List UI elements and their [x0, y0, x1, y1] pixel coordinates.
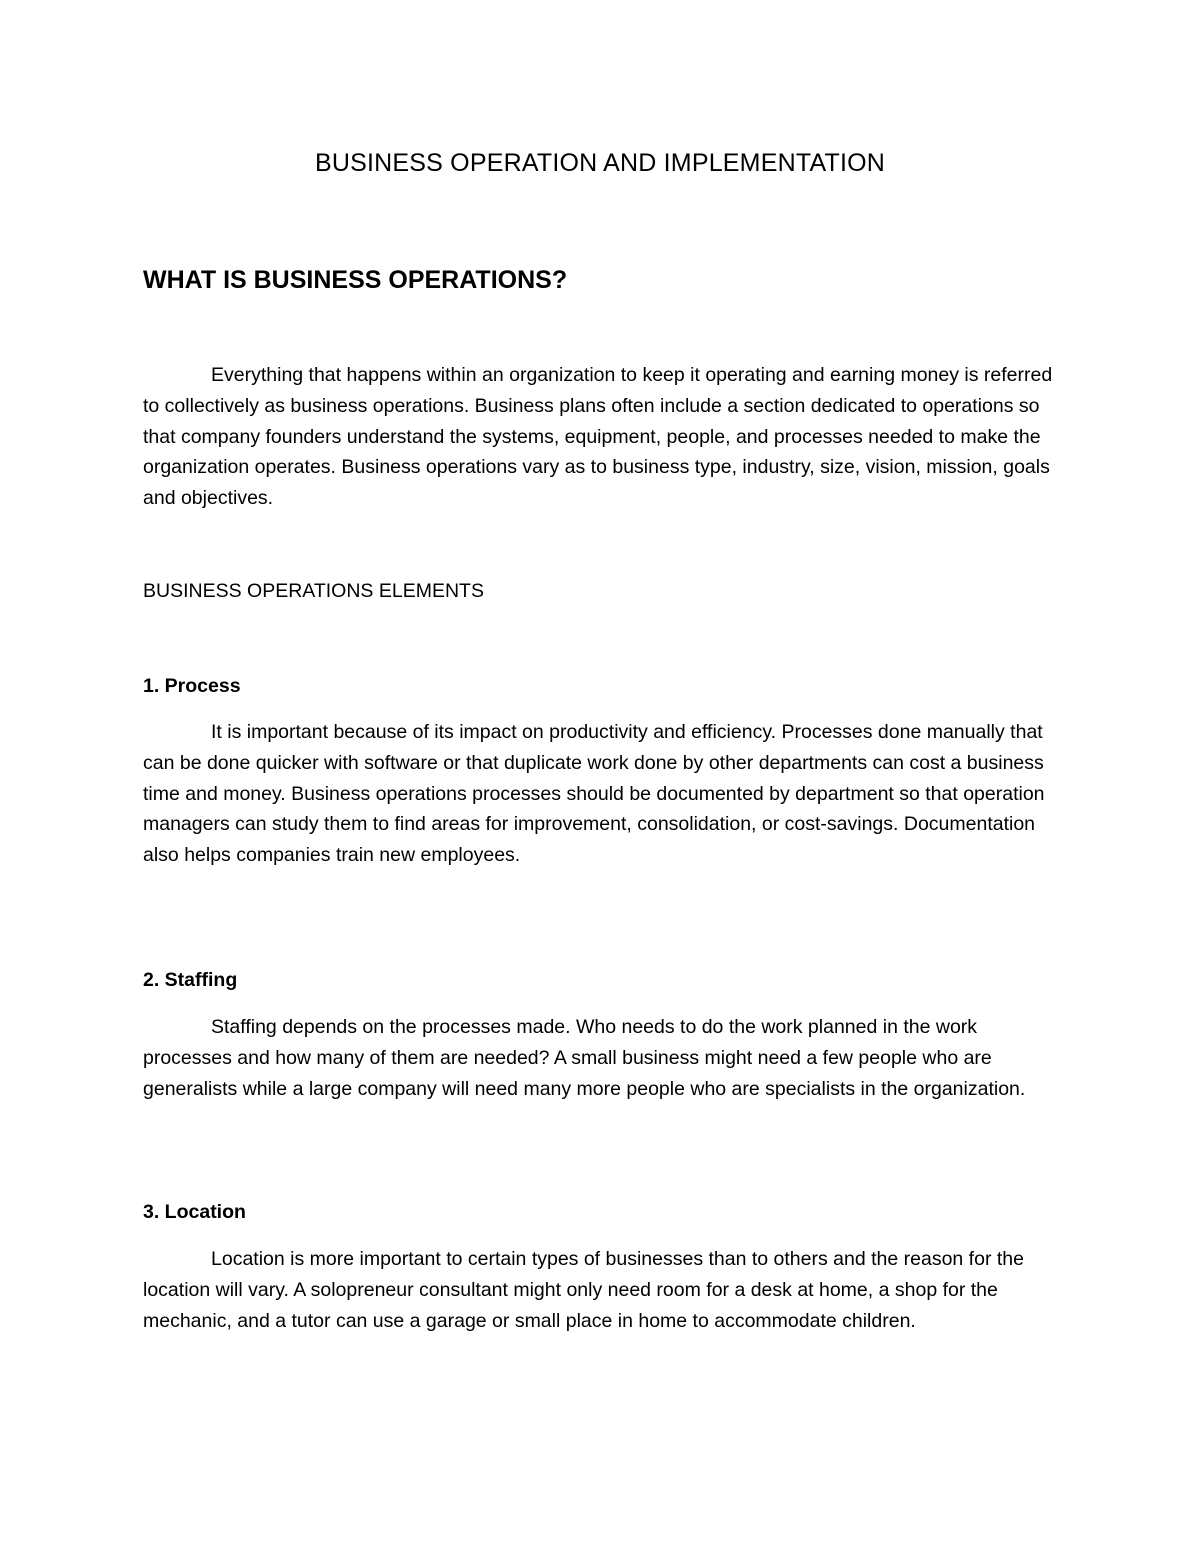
element-body-location: Location is more important to certain types of businesses than to others and the reason for the location will vary. A solopreneur consultant might only need room for a desk at home, a shop for the mechanic, and a tutor can use a garage or small place in home to accommodate children.	[143, 1248, 1024, 1332]
element-heading-process: 1. Process	[143, 675, 241, 697]
document-title: BUSINESS OPERATION AND IMPLEMENTATION	[315, 149, 885, 177]
main-heading: WHAT IS BUSINESS OPERATIONS?	[143, 266, 568, 294]
element-heading-location: 3. Location	[143, 1201, 246, 1223]
element-body-process: It is important because of its impact on productivity and efficiency. Processes done manually that can be done quicker with software or that duplicate work done by other departments can cost a business time and money. Business operations processes should be documented by department so that operation managers can study them to find areas for improvement, consolidation, or cost-savings. Documentation also helps companies train new employees.	[143, 721, 1045, 867]
elements-section-title: BUSINESS OPERATIONS ELEMENTS	[143, 580, 484, 602]
element-body-staffing: Staffing depends on the processes made. Who needs to do the work planned in the work processes and how many of them are needed? A small business might need a few people who are generalists while a large company will need many more people who are specialists in the organization.	[143, 1016, 1026, 1100]
element-heading-staffing: 2. Staffing	[143, 969, 238, 991]
intro-paragraph: Everything that happens within an organization to keep it operating and earning money is referred to collectively as business operations. Business plans often include a section dedicated to operations so that company founders understand the systems, equipment, people, and processes needed to make the organization operates. Business operations vary as to business type, industry, size, vision, mission, goals and objectives.	[143, 364, 1053, 510]
